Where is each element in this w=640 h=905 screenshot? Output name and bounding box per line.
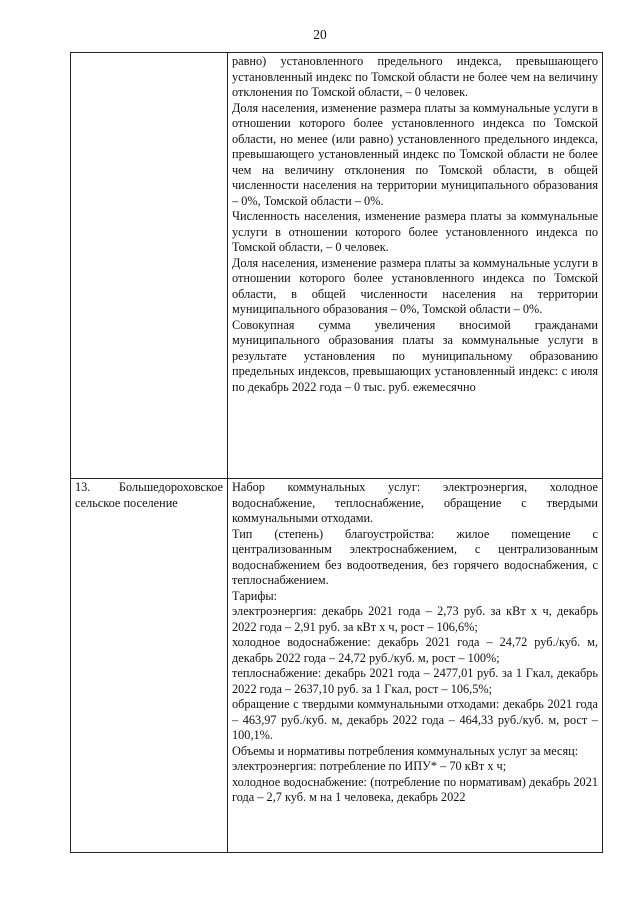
municipality-cell [71, 53, 228, 479]
paragraph: холодное водоснабжение: декабрь 2021 года – 24,72 руб./куб. м, декабрь 2022 года – 24,72 руб./куб. м, рост – 100%; [232, 635, 598, 665]
page-number: 20 [313, 27, 327, 42]
paragraph: электроэнергия: декабрь 2021 года – 2,73 руб. за кВт х ч, декабрь 2022 года – 2,91 руб. за кВт х ч, рост – 106,6%; [232, 604, 598, 634]
indicator-cell [228, 53, 603, 479]
paragraph: электроэнергия: потребление по ИПУ* – 70 кВт х ч; [232, 759, 507, 773]
paragraph: Объемы и нормативы потребления коммунальных услуг за месяц: [232, 743, 579, 758]
paragraph: холодное водоснабжение: (потребление по нормативам) декабрь 2021 года – 2,7 куб. м на 1 человека, декабрь 2022 [232, 774, 598, 804]
paragraph: Доля населения, изменение размера платы за коммунальные услуги в отношении которого более установленного индекса по Томской области, но менее (или равно) установленного предельного индекса, превышающего установленный индекс по Томской области не более чем на величину отклонения по Томской области, в общей численности населения на территории муниципального образования – 0%, Томской области – 0%. [232, 100, 598, 208]
paragraph: обращение с твердыми коммунальными отходами: декабрь 2021 года – 463,97 руб./куб. м, декабрь 2022 года – 464,33 руб./куб. м, рост – 100,1%. [232, 697, 598, 742]
indicator-cell [228, 479, 603, 853]
paragraph: Совокупная сумма увеличения вносимой гражданами муниципального образования платы за коммунальные услуги в результате установления по муниципальному образованию предельных индексов, превышающих установленный индекс: с июля по декабрь 2022 года – 0 тыс. руб. ежемесячно [232, 317, 598, 394]
table-row [71, 479, 603, 853]
document-table [70, 52, 603, 853]
paragraph: Тарифы: [232, 588, 278, 603]
paragraph: Численность населения, изменение размера платы за коммунальные услуги в отношении которого более установленного индекса по Томской области, – 0 человек. [232, 209, 598, 254]
paragraph: Тип (степень) благоустройства: жилое помещение с централизованным электроснабжением, с централизованным водоснабжением без водоотведения, без горячего водоснабжения, с теплоснабжением. [232, 526, 598, 587]
municipality-cell: 13. Большедороховское сельское поселение [71, 479, 228, 853]
paragraph: Доля населения, изменение размера платы за коммунальные услуги в отношении которого более установленного индекса по Томской области, в общей численности населения на территории муниципального образования – 0%, Томской области – 0%. [232, 255, 598, 316]
paragraph: равно) установленного предельного индекса, превышающего установленный индекс по Томской области не более чем на величину отклонения по Томской области, – 0 человек. [232, 54, 598, 99]
table-row [71, 53, 603, 479]
paragraph: Набор коммунальных услуг: электроэнергия, холодное водоснабжение, теплоснабжение, обращение с твердыми коммунальными отходами. [232, 480, 598, 525]
paragraph: теплоснабжение: декабрь 2021 года – 2477,01 руб. за 1 Гкал, декабрь 2022 года – 2637,10 руб. за 1 Гкал, рост – 106,5%; [232, 666, 598, 696]
